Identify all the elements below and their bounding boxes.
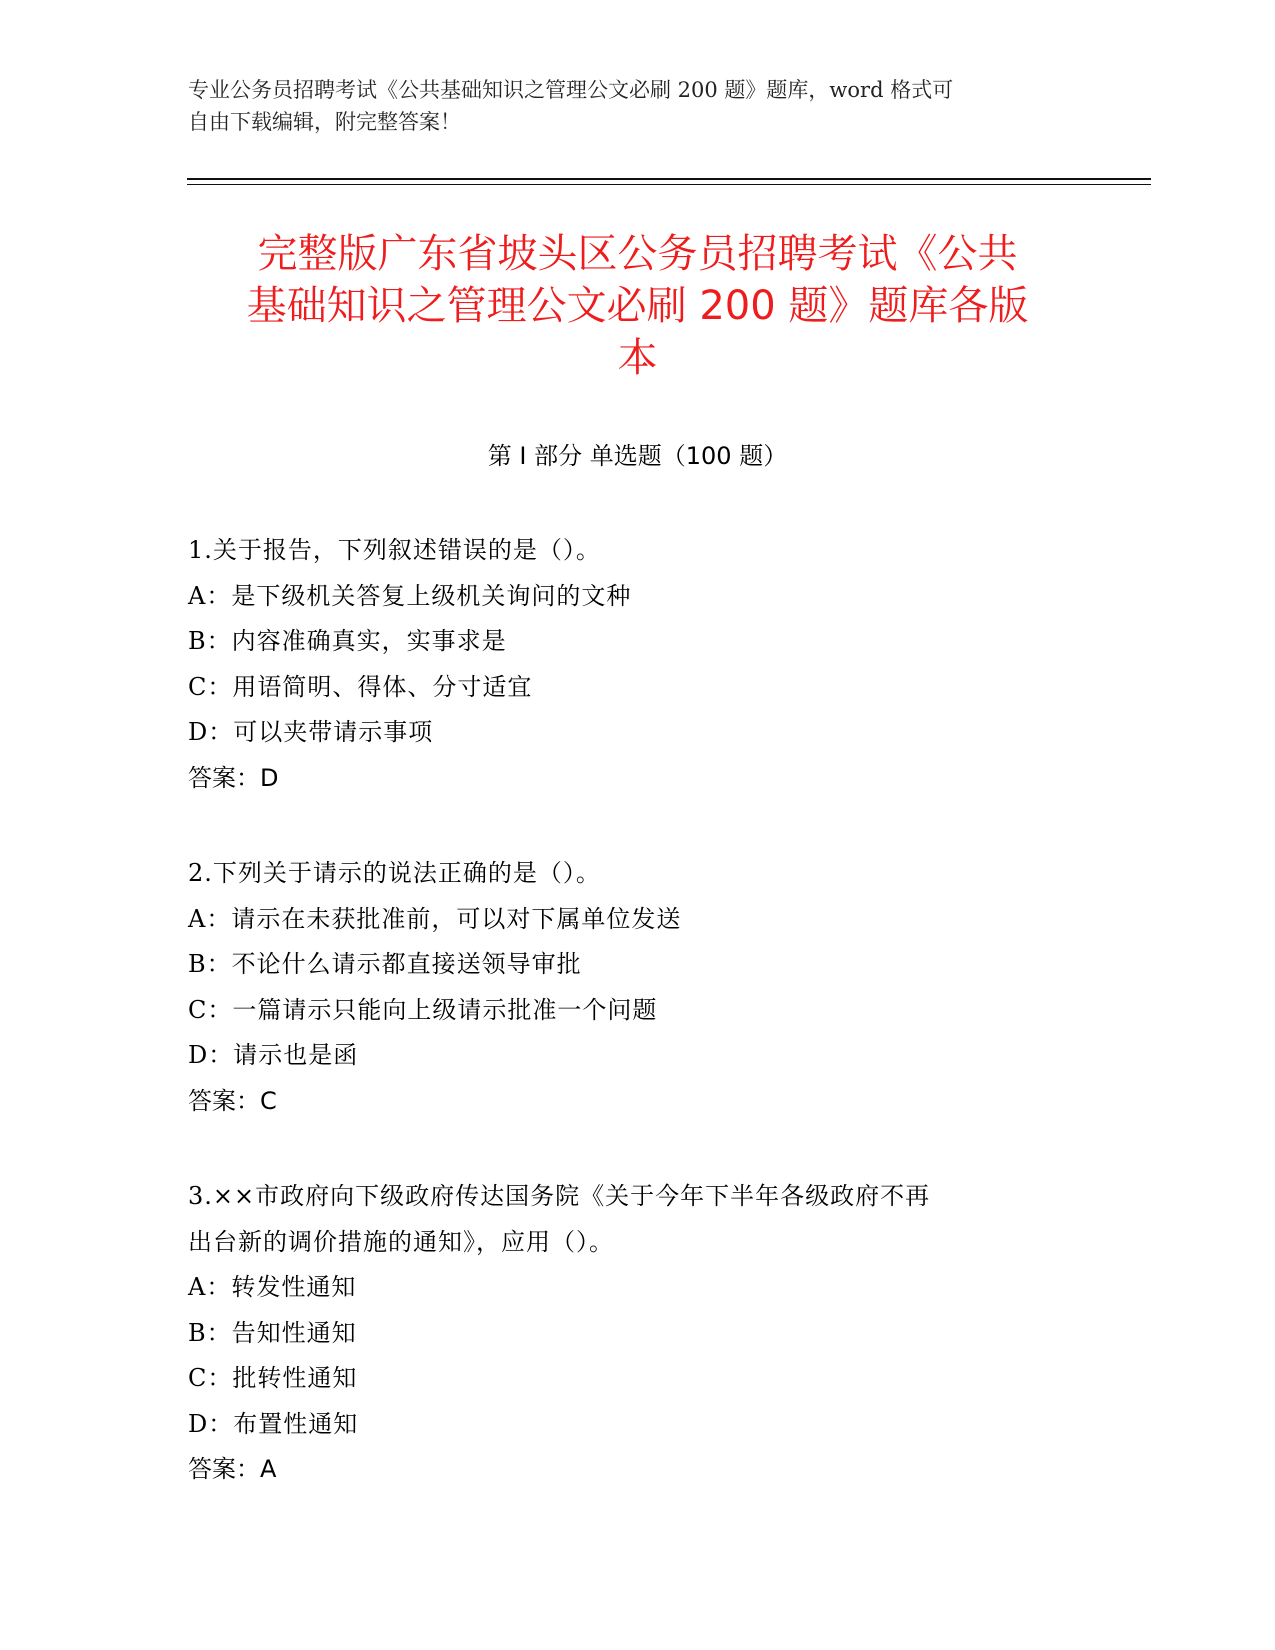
option-b: B：内容准确真实，实事求是 (188, 627, 507, 655)
question-1 (188, 528, 1068, 801)
question-list (188, 528, 1068, 1543)
option-c: C：一篇请示只能向上级请示批准一个问题 (188, 995, 658, 1024)
answer-line: 答案：A (188, 1455, 277, 1483)
option-b: B：告知性通知 (188, 1318, 357, 1347)
option-b: B：不论什么请示都直接送领导审批 (188, 950, 582, 978)
answer-line: 答案：C (188, 1086, 277, 1115)
option-d: D：布置性通知 (188, 1409, 359, 1438)
header-line-1: 专业公务员招聘考试《公共基础知识之管理公文必刷 200 题》题库，word 格式可 (188, 78, 954, 102)
question-2 (188, 851, 1068, 1124)
option-c: C：批转性通知 (188, 1364, 358, 1392)
question-stem: 3.××市政府向下级政府传达国务院《关于今年下半年各级政府不再 (188, 1182, 931, 1210)
document-title (150, 228, 1125, 384)
option-c: C：用语简明、得体、分寸适宜 (188, 672, 533, 701)
question-3 (188, 1174, 1068, 1493)
question-stem: 1.关于报告，下列叙述错误的是（）。 (188, 536, 601, 564)
option-a: A：请示在未获批准前，可以对下属单位发送 (188, 904, 682, 933)
section-title: 第 I 部分 单选题（100 题） (487, 442, 788, 470)
option-d: D：请示也是函 (188, 1041, 359, 1069)
title-line-3: 本 (617, 335, 658, 381)
question-stem: 2.下列关于请示的说法正确的是（）。 (188, 859, 601, 887)
answer-line: 答案：D (188, 763, 279, 792)
option-a: A：转发性通知 (188, 1273, 357, 1301)
header-divider-thick (187, 178, 1151, 180)
title-line-2: 基础知识之管理公文必刷 200 题》题库各版 (246, 283, 1029, 329)
question-stem-continued: 出台新的调价措施的通知》，应用（）。 (188, 1227, 614, 1256)
title-line-1: 完整版广东省坡头区公务员招聘考试《公共 (257, 231, 1018, 277)
header-divider-thin (187, 184, 1151, 185)
option-a: A：是下级机关答复上级机关询问的文种 (188, 581, 632, 610)
document-header (188, 74, 1068, 138)
header-line-2: 自由下载编辑，附完整答案！ (188, 110, 461, 134)
option-d: D：可以夹带请示事项 (188, 718, 434, 746)
